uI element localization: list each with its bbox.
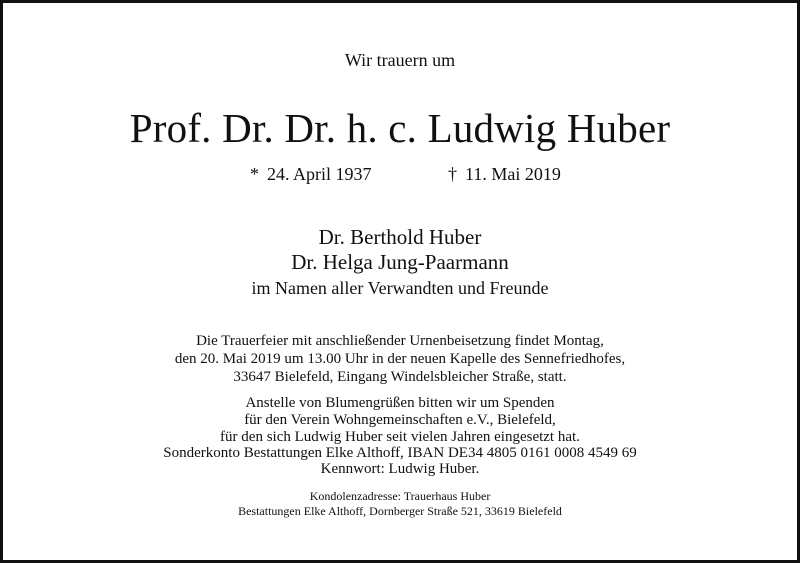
donation-line: für den sich Ludwig Huber seit vielen Jahren eingesetzt hat. <box>220 429 580 445</box>
birth-date: 24. April 1937 <box>267 164 372 184</box>
death-date-line <box>448 164 561 185</box>
on-behalf-text: im Namen aller Verwandten und Freunde <box>251 278 549 298</box>
death-symbol: † <box>448 164 457 184</box>
ceremony-line: Die Trauerfeier mit anschließender Urnenbeisetzung findet Montag, <box>196 333 604 349</box>
mourner-name: Dr. Helga Jung-Paarmann <box>291 250 509 274</box>
donation-keyword-line: Kennwort: Ludwig Huber. <box>320 461 480 477</box>
ceremony-line: 33647 Bielefeld, Eingang Windelsbleicher Straße, statt. <box>233 369 567 385</box>
ceremony-line: den 20. Mai 2019 um 13.00 Uhr in der neuen Kapelle des Sennefriedhofes, <box>174 351 626 367</box>
birth-date-line <box>250 164 372 185</box>
donation-line: für den Verein Wohngemeinschaften e.V., Bielefeld, <box>244 412 556 428</box>
birth-symbol: * <box>250 164 259 184</box>
donation-line: Anstelle von Blumengrüßen bitten wir um Spenden <box>245 395 555 411</box>
deceased-name: Prof. Dr. Dr. h. c. Ludwig Huber <box>129 105 671 151</box>
condolence-line: Bestattungen Elke Althoff, Dornberger Straße 521, 33619 Bielefeld <box>238 504 562 518</box>
donation-bank-line: Sonderkonto Bestattungen Elke Althoff, IBAN DE34 4805 0161 0008 4549 69 <box>163 445 637 461</box>
condolence-line: Kondolenzadresse: Trauerhaus Huber <box>309 489 491 503</box>
death-date: 11. Mai 2019 <box>465 164 561 184</box>
intro-text: Wir trauern um <box>344 50 456 70</box>
mourner-name: Dr. Berthold Huber <box>318 225 482 249</box>
